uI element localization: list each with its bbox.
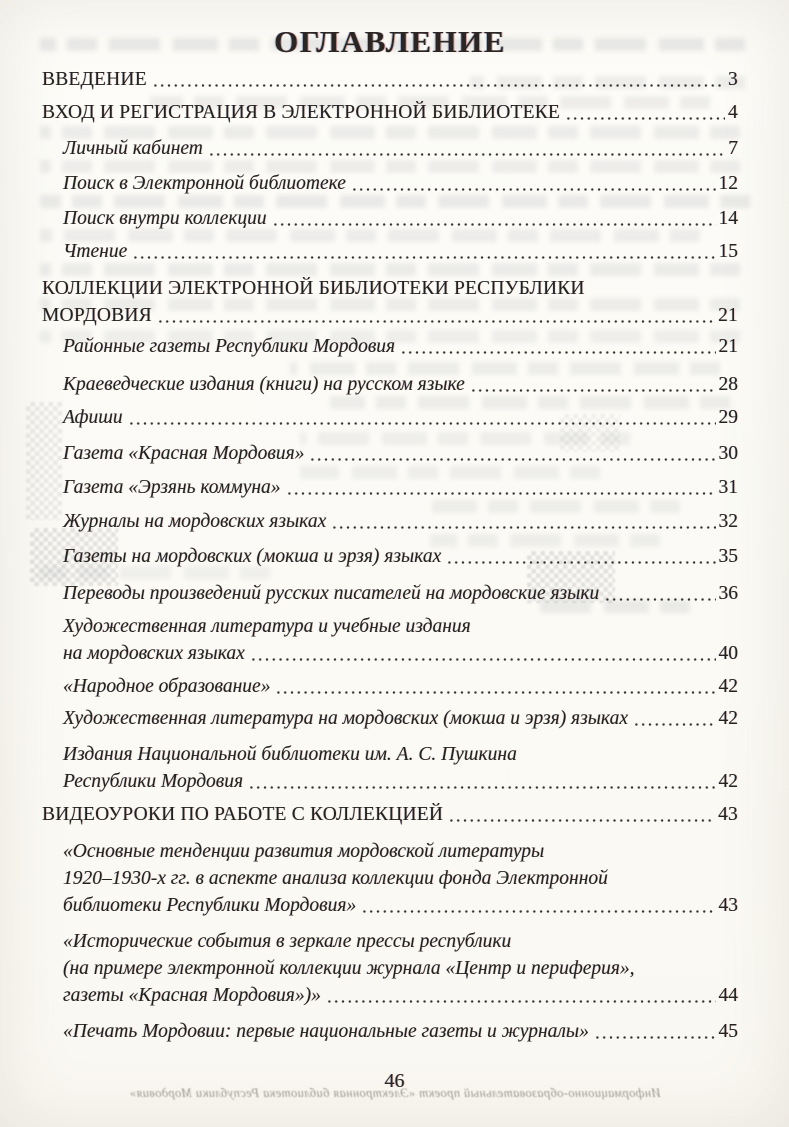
toc-page-ref: 7	[728, 138, 738, 159]
toc-entry-title: «Основные тенденции развития мордовской литературы	[63, 841, 545, 862]
toc-page-ref: 44	[718, 985, 738, 1006]
toc-entry-title: Художественная литература и учебные издания	[63, 616, 471, 637]
bleedthrough-image-artifact	[26, 402, 62, 520]
dot-leader	[604, 598, 715, 601]
toc-entry	[63, 508, 738, 535]
toc-entry	[63, 333, 738, 360]
toc-page-ref: 42	[718, 708, 738, 729]
toc-page-ref: 30	[718, 443, 738, 464]
toc-entry	[63, 238, 738, 265]
toc-entry-title: «Народное образование»	[63, 676, 271, 697]
dot-leader	[157, 320, 715, 323]
toc-entry	[63, 613, 738, 667]
toc-entry-title: Издания Национальной библиотеки им. А. С. Пушкина	[63, 744, 517, 765]
toc-page-ref: 31	[718, 477, 738, 498]
toc-entry-title: Афиши	[63, 407, 123, 428]
toc-entry-title: Газета «Эрзянь коммуна»	[63, 477, 281, 498]
toc-entry-title: Районные газеты Республики Мордовия	[63, 336, 396, 357]
toc-entry	[63, 673, 738, 700]
toc-page-ref: 32	[718, 511, 738, 532]
toc-entry	[42, 801, 738, 828]
toc-entry	[63, 474, 738, 501]
toc-page-ref: 15	[718, 241, 738, 262]
toc-page-ref: 43	[718, 895, 738, 916]
dot-leader	[446, 561, 715, 564]
toc-page-ref: 12	[718, 173, 738, 194]
toc-page-ref: 42	[718, 676, 738, 697]
dot-leader	[128, 422, 716, 425]
toc-entry-title: ВИДЕОУРОКИ ПО РАБОТЕ С КОЛЛЕКЦИЕЙ	[42, 804, 444, 825]
folio-page-number: 46	[384, 1070, 405, 1092]
toc-entry	[63, 838, 738, 919]
dot-leader	[250, 658, 716, 661]
dot-leader	[565, 117, 725, 120]
dot-leader	[448, 819, 715, 822]
toc-page-ref: 3	[728, 69, 738, 90]
toc-page-ref: 21	[718, 305, 738, 326]
toc-entry-title: ВХОД И РЕГИСТРАЦИЯ В ЭЛЕКТРОННОЙ БИБЛИОТЕКЕ	[42, 102, 561, 123]
toc-page-ref: 36	[718, 583, 738, 604]
toc-entry	[63, 135, 738, 162]
toc-entry-title: Переводы произведений русских писателей на мордовские языки	[63, 583, 600, 604]
dot-leader	[275, 691, 715, 694]
toc-entry-title: Краеведческие издания (книги) на русском языке	[63, 374, 465, 395]
toc-entry	[63, 404, 738, 431]
toc-entry-title: Чтение	[63, 241, 128, 262]
toc-entry-title: Газеты на мордовских (мокша и эрзя) языках	[63, 546, 442, 567]
toc-entry	[42, 275, 738, 329]
toc-entry-title: Республики Мордовия	[63, 771, 244, 792]
dot-leader	[594, 1036, 716, 1039]
dot-leader	[326, 1000, 716, 1003]
dot-leader	[309, 458, 715, 461]
toc-entry-title: Личный кабинет	[63, 138, 203, 159]
toc-entry	[63, 170, 738, 197]
toc-entry	[63, 705, 738, 732]
dot-leader	[470, 389, 716, 392]
dot-leader	[208, 153, 725, 156]
toc-page-ref: 4	[728, 102, 738, 123]
toc-entry-title: Художественная литература на мордовских (мокша и эрзя) языках	[63, 708, 628, 729]
toc-entry	[63, 371, 738, 398]
toc-entry-title: библиотеки Республики Мордовия»	[63, 895, 357, 916]
dot-leader	[331, 526, 715, 529]
toc-entry	[63, 440, 738, 467]
toc-page-ref: 42	[718, 771, 738, 792]
dot-leader	[286, 492, 716, 495]
toc-page-ref: 43	[718, 804, 738, 825]
toc-entry	[63, 205, 738, 232]
toc-entry-title: «Исторические события в зеркале прессы республики	[63, 931, 512, 952]
toc-page-ref: 45	[718, 1021, 738, 1042]
toc-entry-title: Журналы на мордовских языках	[63, 511, 327, 532]
toc-entry	[63, 580, 738, 607]
toc-page-ref: 40	[718, 643, 738, 664]
toc-entry-title: КОЛЛЕКЦИИ ЭЛЕКТРОННОЙ БИБЛИОТЕКИ РЕСПУБЛИКИ	[42, 278, 585, 299]
dot-leader	[272, 223, 716, 226]
toc-entry	[42, 99, 738, 126]
dot-leader	[132, 256, 715, 259]
bleedthrough-footer-text: Информационно-образовательный проект «Электронная библиотека Республики Мордовия»	[129, 1086, 661, 1100]
dot-leader	[152, 84, 725, 87]
toc-entry-title: Поиск в Электронной библиотеке	[63, 173, 346, 194]
toc-entry	[63, 741, 738, 795]
toc-entry	[42, 66, 738, 93]
toc-entry-title: (на примере электронной коллекции журнала «Центр и периферия»,	[63, 958, 635, 979]
dot-leader	[400, 351, 715, 354]
toc-entry-title: газеты «Красная Мордовия»)»	[63, 985, 321, 1006]
toc-entry-title: на мордовских языках	[63, 643, 245, 664]
toc-entry-title: «Печать Мордовии: первые национальные газеты и журналы»	[63, 1021, 589, 1042]
page-title: ОГЛАВЛЕНИЕ	[274, 24, 506, 59]
toc-page-ref: 29	[718, 407, 738, 428]
dot-leader	[361, 910, 715, 913]
toc-page-ref: 21	[718, 336, 738, 357]
dot-leader	[248, 786, 715, 789]
toc-page-ref: 14	[718, 208, 738, 229]
toc-entry-title: Газета «Красная Мордовия»	[63, 443, 305, 464]
toc-page-ref: 28	[718, 374, 738, 395]
toc-entry-title: ВВЕДЕНИЕ	[42, 69, 147, 90]
toc-entry-title: МОРДОВИЯ	[42, 305, 152, 326]
dot-leader	[633, 723, 716, 726]
toc-entry-title: 1920–1930-х гг. в аспекте анализа коллекции фонда Электронной	[63, 868, 608, 889]
toc-entry	[63, 543, 738, 570]
dot-leader	[351, 188, 716, 191]
toc-page-ref: 35	[718, 546, 738, 567]
toc-entry	[63, 928, 738, 1009]
toc-entry	[63, 1018, 738, 1045]
toc-entry-title: Поиск внутри коллекции	[63, 208, 267, 229]
